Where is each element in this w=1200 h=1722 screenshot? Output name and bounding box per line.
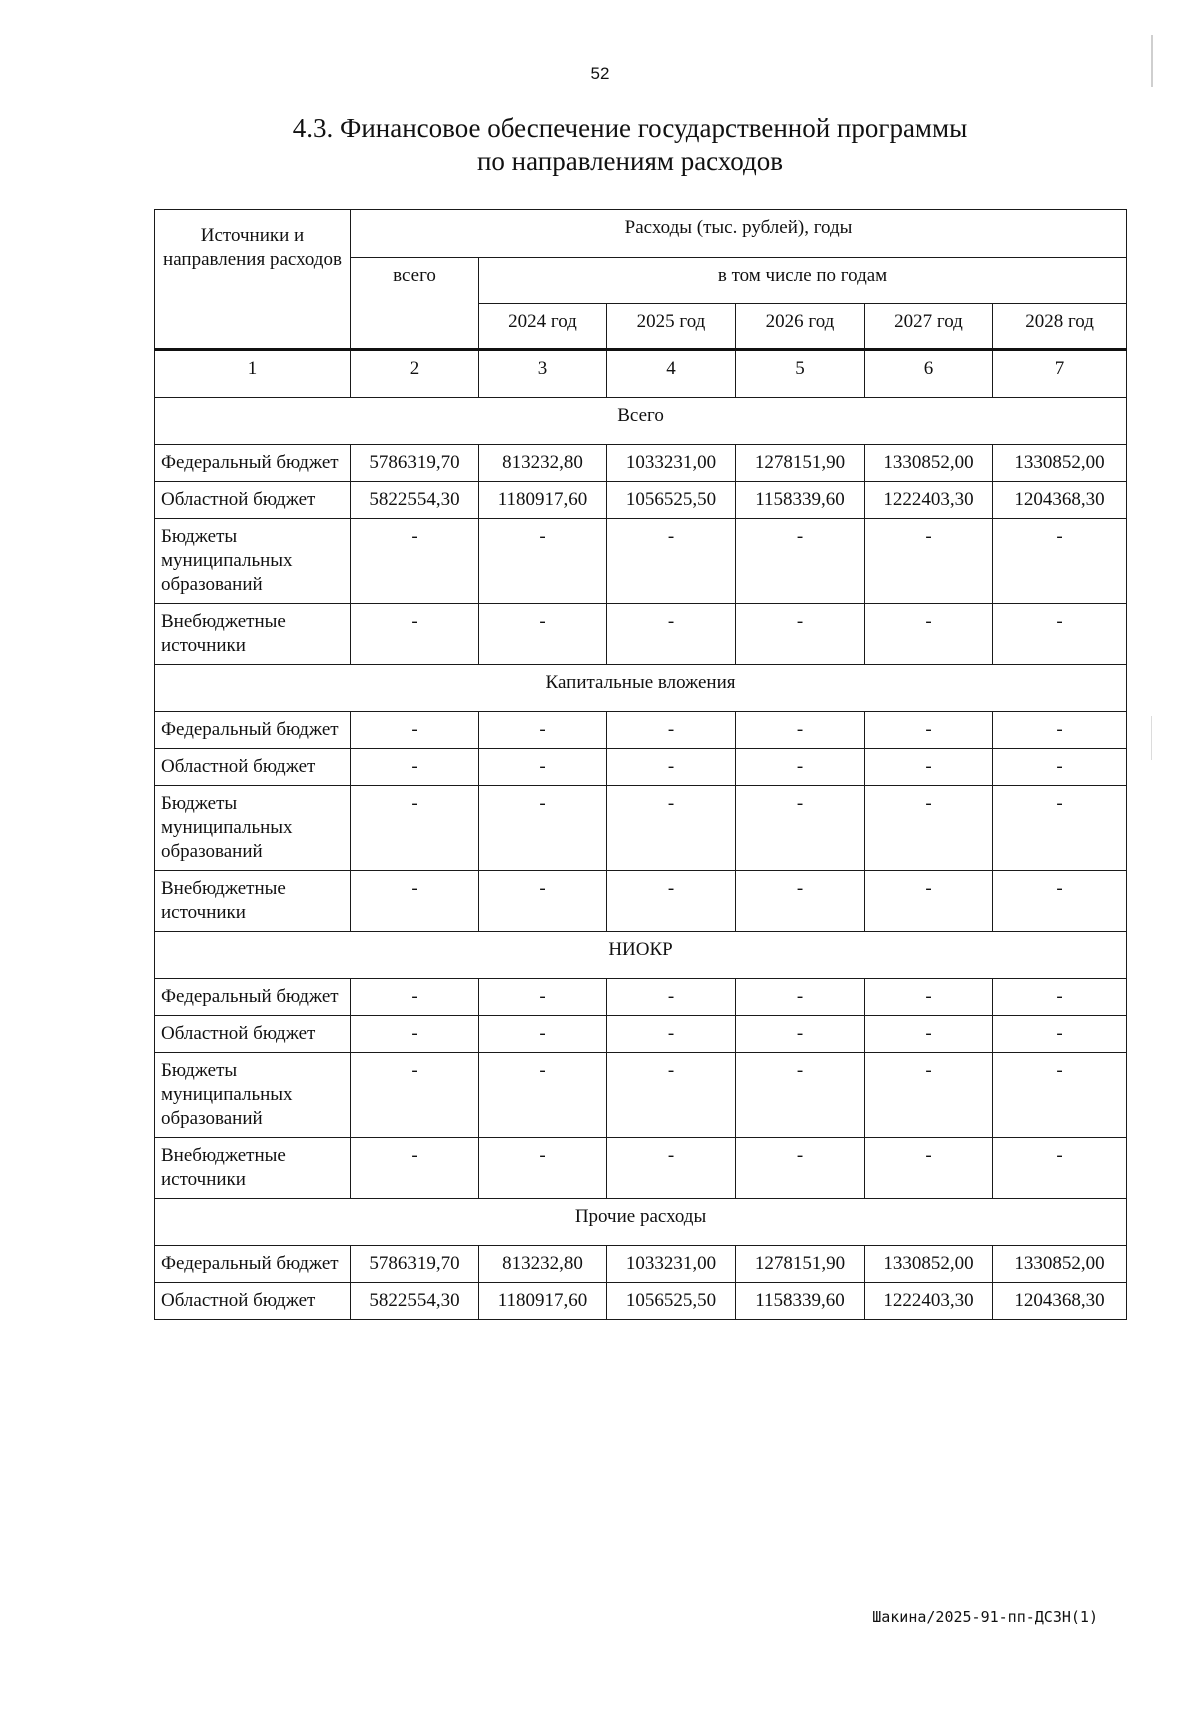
cell-value: 1222403,30 bbox=[865, 1283, 993, 1320]
cell-value: - bbox=[351, 871, 479, 932]
cell-value: - bbox=[865, 1138, 993, 1199]
cell-value: - bbox=[479, 871, 607, 932]
table-row bbox=[155, 979, 1127, 1016]
cell-value: 1278151,90 bbox=[736, 445, 865, 482]
header-year: 2024 год bbox=[479, 304, 607, 350]
section-header-row bbox=[155, 1199, 1127, 1246]
row-label: Областной бюджет bbox=[155, 749, 351, 786]
header-by-years: в том числе по годам bbox=[479, 258, 1127, 304]
cell-value: - bbox=[865, 786, 993, 871]
row-label: Областной бюджет bbox=[155, 1283, 351, 1320]
cell-value: 1330852,00 bbox=[993, 1246, 1127, 1283]
cell-value: - bbox=[993, 786, 1127, 871]
column-number: 5 bbox=[736, 350, 865, 398]
title-line-1: 4.3. Финансовое обеспечение государственной программы bbox=[292, 113, 968, 143]
cell-value: - bbox=[351, 1053, 479, 1138]
cell-value: - bbox=[607, 786, 736, 871]
cell-value: 5822554,30 bbox=[351, 482, 479, 519]
table-row bbox=[155, 1283, 1127, 1320]
cell-value: - bbox=[607, 749, 736, 786]
cell-value: - bbox=[607, 979, 736, 1016]
row-label: Внебюджетные источники bbox=[155, 604, 351, 665]
table-row bbox=[155, 1016, 1127, 1053]
header-year: 2026 год bbox=[736, 304, 865, 350]
section-header-row bbox=[155, 398, 1127, 445]
cell-value: 1158339,60 bbox=[736, 1283, 865, 1320]
cell-value: - bbox=[736, 1016, 865, 1053]
cell-value: - bbox=[607, 712, 736, 749]
cell-value: - bbox=[865, 749, 993, 786]
row-label: Федеральный бюджет bbox=[155, 979, 351, 1016]
table-row bbox=[155, 786, 1127, 871]
cell-value: 5786319,70 bbox=[351, 445, 479, 482]
cell-value: - bbox=[351, 519, 479, 604]
cell-value: - bbox=[351, 749, 479, 786]
cell-value: - bbox=[607, 1138, 736, 1199]
cell-value: 1204368,30 bbox=[993, 482, 1127, 519]
cell-value: 1033231,00 bbox=[607, 1246, 736, 1283]
row-label: Федеральный бюджет bbox=[155, 1246, 351, 1283]
cell-value: - bbox=[736, 604, 865, 665]
row-label: Бюджеты муниципальных образований bbox=[155, 519, 351, 604]
row-label: Бюджеты муниципальных образований bbox=[155, 1053, 351, 1138]
cell-value: - bbox=[736, 519, 865, 604]
cell-value: - bbox=[736, 1138, 865, 1199]
section-title: Капитальные вложения bbox=[155, 665, 1127, 712]
cell-value: 5822554,30 bbox=[351, 1283, 479, 1320]
cell-value: - bbox=[479, 519, 607, 604]
cell-value: - bbox=[865, 519, 993, 604]
cell-value: - bbox=[479, 604, 607, 665]
cell-value: - bbox=[865, 979, 993, 1016]
table-row bbox=[155, 712, 1127, 749]
column-number: 3 bbox=[479, 350, 607, 398]
cell-value: - bbox=[993, 519, 1127, 604]
row-label: Федеральный бюджет bbox=[155, 445, 351, 482]
cell-value: - bbox=[479, 1138, 607, 1199]
cell-value: - bbox=[607, 604, 736, 665]
cell-value: 1180917,60 bbox=[479, 1283, 607, 1320]
header-total: всего bbox=[351, 258, 479, 350]
row-label: Внебюджетные источники bbox=[155, 1138, 351, 1199]
column-number: 6 bbox=[865, 350, 993, 398]
cell-value: 1330852,00 bbox=[993, 445, 1127, 482]
title-line-2: по направлениям расходов bbox=[476, 146, 783, 176]
cell-value: - bbox=[993, 1138, 1127, 1199]
cell-value: - bbox=[865, 712, 993, 749]
cell-value: - bbox=[993, 604, 1127, 665]
cell-value: 1222403,30 bbox=[865, 482, 993, 519]
cell-value: - bbox=[351, 979, 479, 1016]
cell-value: 1158339,60 bbox=[736, 482, 865, 519]
table-row bbox=[155, 519, 1127, 604]
section-title: Прочие расходы bbox=[155, 1199, 1127, 1246]
document-title bbox=[0, 112, 1200, 178]
financing-table bbox=[154, 209, 1127, 1320]
cell-value: - bbox=[993, 979, 1127, 1016]
table-row bbox=[155, 1246, 1127, 1283]
cell-value: 1330852,00 bbox=[865, 1246, 993, 1283]
column-number: 1 bbox=[155, 350, 351, 398]
cell-value: - bbox=[479, 979, 607, 1016]
header-year: 2028 год bbox=[993, 304, 1127, 350]
cell-value: - bbox=[736, 786, 865, 871]
table-row bbox=[155, 445, 1127, 482]
column-number: 2 bbox=[351, 350, 479, 398]
cell-value: 1056525,50 bbox=[607, 482, 736, 519]
section-header-row bbox=[155, 932, 1127, 979]
header-expenses: Расходы (тыс. рублей), годы bbox=[351, 210, 1127, 258]
column-number: 4 bbox=[607, 350, 736, 398]
cell-value: - bbox=[993, 1016, 1127, 1053]
footer-document-code: Шакина/2025-91-пп-ДСЗН(1) bbox=[872, 1608, 1098, 1626]
header-year: 2027 год bbox=[865, 304, 993, 350]
cell-value: - bbox=[351, 1016, 479, 1053]
scan-margin-mark bbox=[1151, 716, 1152, 760]
row-label: Областной бюджет bbox=[155, 1016, 351, 1053]
cell-value: - bbox=[351, 786, 479, 871]
cell-value: - bbox=[351, 604, 479, 665]
cell-value: - bbox=[607, 519, 736, 604]
section-header-row bbox=[155, 665, 1127, 712]
scan-margin-mark bbox=[1151, 35, 1153, 87]
cell-value: - bbox=[736, 749, 865, 786]
cell-value: - bbox=[479, 712, 607, 749]
cell-value: - bbox=[993, 749, 1127, 786]
cell-value: - bbox=[736, 712, 865, 749]
table-row bbox=[155, 749, 1127, 786]
row-label: Внебюджетные источники bbox=[155, 871, 351, 932]
cell-value: 1180917,60 bbox=[479, 482, 607, 519]
row-label: Бюджеты муниципальных образований bbox=[155, 786, 351, 871]
header-year: 2025 год bbox=[607, 304, 736, 350]
table-row bbox=[155, 604, 1127, 665]
cell-value: - bbox=[351, 712, 479, 749]
cell-value: - bbox=[736, 871, 865, 932]
cell-value: 813232,80 bbox=[479, 445, 607, 482]
cell-value: - bbox=[479, 1053, 607, 1138]
cell-value: - bbox=[479, 1016, 607, 1053]
row-label: Областной бюджет bbox=[155, 482, 351, 519]
cell-value: - bbox=[607, 871, 736, 932]
cell-value: - bbox=[479, 786, 607, 871]
cell-value: 5786319,70 bbox=[351, 1246, 479, 1283]
cell-value: 1330852,00 bbox=[865, 445, 993, 482]
cell-value: - bbox=[993, 871, 1127, 932]
cell-value: 1204368,30 bbox=[993, 1283, 1127, 1320]
cell-value: 1033231,00 bbox=[607, 445, 736, 482]
cell-value: - bbox=[736, 1053, 865, 1138]
table-row bbox=[155, 1138, 1127, 1199]
section-title: НИОКР bbox=[155, 932, 1127, 979]
cell-value: 813232,80 bbox=[479, 1246, 607, 1283]
cell-value: - bbox=[993, 1053, 1127, 1138]
column-numbers-row bbox=[155, 350, 1127, 398]
cell-value: - bbox=[351, 1138, 479, 1199]
cell-value: 1278151,90 bbox=[736, 1246, 865, 1283]
cell-value: - bbox=[607, 1016, 736, 1053]
cell-value: - bbox=[865, 1053, 993, 1138]
table-row bbox=[155, 482, 1127, 519]
cell-value: - bbox=[865, 604, 993, 665]
cell-value: 1056525,50 bbox=[607, 1283, 736, 1320]
section-title: Всего bbox=[155, 398, 1127, 445]
cell-value: - bbox=[607, 1053, 736, 1138]
header-sources: Источники и направления расходов bbox=[155, 210, 351, 350]
page-number: 52 bbox=[590, 64, 610, 83]
row-label: Федеральный бюджет bbox=[155, 712, 351, 749]
cell-value: - bbox=[479, 749, 607, 786]
cell-value: - bbox=[993, 712, 1127, 749]
cell-value: - bbox=[736, 979, 865, 1016]
cell-value: - bbox=[865, 871, 993, 932]
table-row bbox=[155, 871, 1127, 932]
column-number: 7 bbox=[993, 350, 1127, 398]
cell-value: - bbox=[865, 1016, 993, 1053]
table-row bbox=[155, 1053, 1127, 1138]
